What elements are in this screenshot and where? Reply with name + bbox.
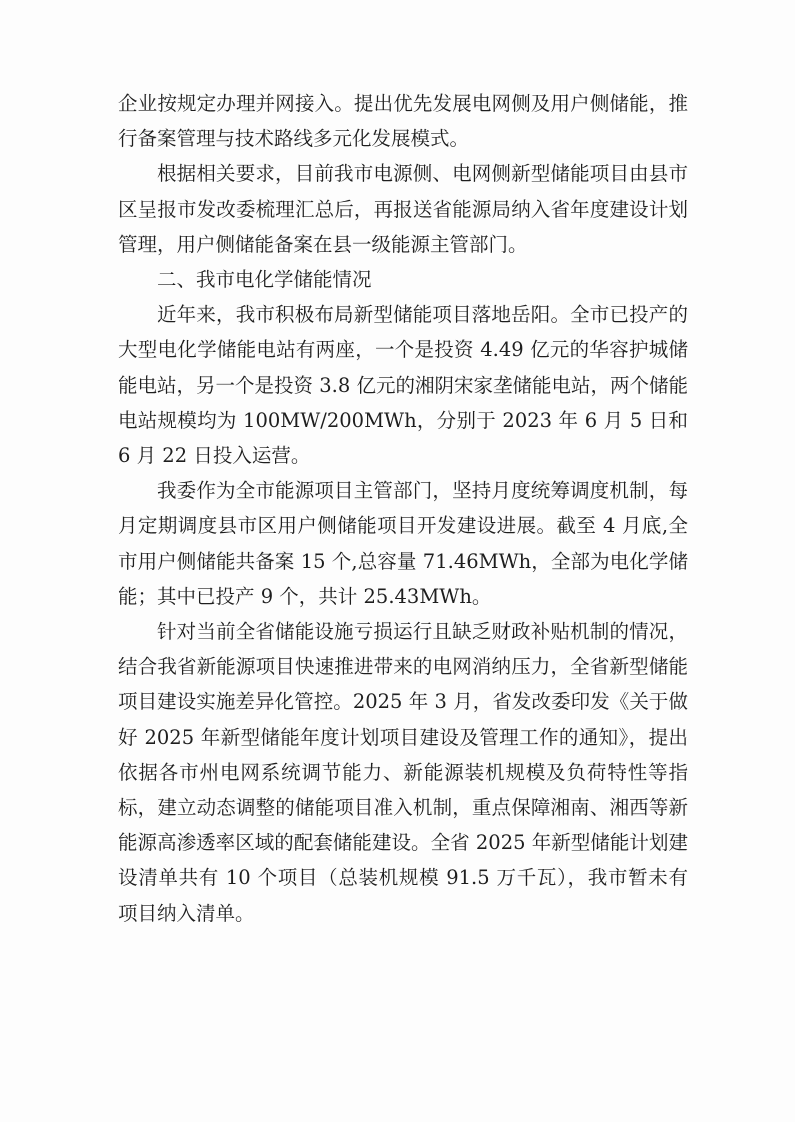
section-heading: 二、我市电化学储能情况 — [157, 268, 372, 292]
paragraph-storage-stations: 近年来，我市积极布局新型储能项目落地岳阳。全市已投产的大型电化学储能电站有两座，一个是投资 4.49 亿元的华容护城储能电站，另一个是投资 3.8 亿元的湘阴宋家垄储能电站，两个储能电站规模均为 100MW/200MWh，分别于 2023 年 6 月 5 日和 6 月 22 日投入运营。 — [118, 303, 688, 468]
paragraph-reporting-process: 根据相关要求，目前我市电源侧、电网侧新型储能项目由县市区呈报市发改委梳理汇总后，再报送省能源局纳入省年度建设计划管理，用户侧储能备案在县一级能源主管部门。 — [118, 162, 688, 256]
paragraph-continuation: 企业按规定办理并网接入。提出优先发展电网侧及用户侧储能，推行备案管理与技术路线多元化发展模式。 — [118, 92, 688, 151]
paragraph-provincial-policy: 针对当前全省储能设施亏损运行且缺乏财政补贴机制的情况，结合我省新能源项目快速推进带来的电网消纳压力，全省新型储能项目建设实施差异化管控。2025 年 3 月，省发改委印发《关于做好 2025 年新型储能年度计划项目建设及管理工作的通知》，提出依据各市州电网系统调节能力、新能源装机规模及负荷特性等指标，建立动态调整的储能项目准入机制，重点保障湘南、湘西等新能源高渗透率区域的配套储能建设。全省 2025 年新型储能计划建设清单共有 10 个项目（总装机规模 91.5 万千瓦），我市暂未有项目纳入清单。 — [118, 620, 688, 925]
document-body — [118, 86, 688, 931]
paragraph-user-side-storage: 我委作为全市能源项目主管部门，坚持月度统筹调度机制，每月定期调度县市区用户侧储能项目开发建设进展。截至 4 月底,全市用户侧储能共备案 15 个,总容量 71.46MWh，全部为电化学储能；其中已投产 9 个，共计 25.43MWh。 — [118, 479, 688, 608]
